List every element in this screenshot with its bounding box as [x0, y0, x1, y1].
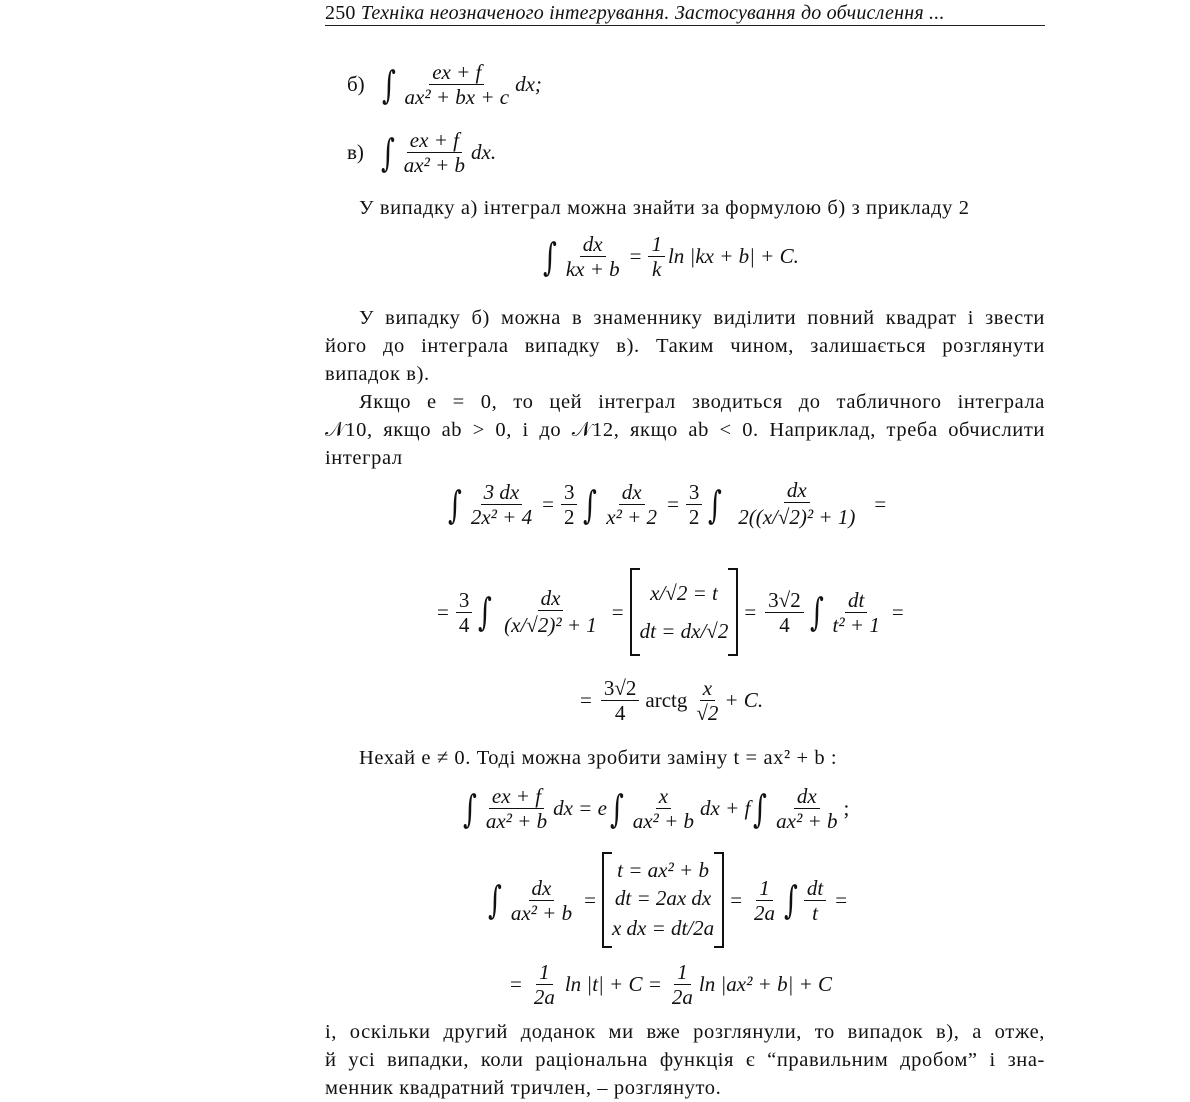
substitution-bracket [630, 568, 739, 656]
substitution-line: dt = dx/√2 [639, 619, 729, 643]
equals: = [542, 492, 554, 516]
denominator: 2a [754, 900, 776, 925]
denominator: 2x² + 4 [470, 505, 533, 529]
equals: = [891, 599, 904, 624]
fraction [686, 480, 703, 529]
integral-sign: ∫ [708, 482, 723, 527]
fraction [804, 876, 826, 925]
page-number: 250 [325, 2, 356, 24]
fraction [561, 480, 578, 529]
fraction [603, 480, 660, 529]
substitution-line: x dx = dt/2a [611, 916, 715, 940]
integral-sign: ∫ [381, 62, 396, 107]
general-line-1 [460, 784, 849, 833]
fraction [693, 676, 721, 725]
numerator: x [656, 784, 671, 809]
book-page [325, 0, 1045, 1097]
paragraph-line: 𝒩10, якщо ab > 0, і до 𝒩12, якщо ab < 0. Наприклад, треба обчислити [325, 419, 1045, 441]
denominator: x² + 2 [606, 505, 658, 529]
denominator: ax² + b [403, 153, 466, 177]
fraction [601, 676, 640, 725]
numerator: 3√2 [601, 676, 640, 701]
fraction [773, 784, 840, 833]
denominator: ax² + bx + c [404, 85, 510, 109]
function-name: arctg [645, 688, 688, 712]
equals: = [835, 887, 848, 912]
integral-sign: ∫ [809, 590, 824, 634]
example-line-1 [445, 478, 886, 531]
denominator: √2 [696, 701, 719, 725]
general-line-3 [510, 960, 832, 1009]
integral-sign: ∫ [447, 482, 462, 527]
equals: = [667, 492, 679, 516]
fraction [498, 586, 603, 639]
fraction [483, 784, 550, 833]
formula-tail: ln |kx + b| + C. [667, 244, 799, 268]
integral-sign: ∫ [784, 878, 798, 922]
equals: = [584, 887, 596, 912]
general-line-2 [485, 852, 847, 948]
formula-tail: ; [843, 796, 850, 820]
fraction [563, 232, 623, 281]
paragraph-line: Якщо e = 0, то цей інтеграл зводиться до табличного інтеграла [359, 391, 1045, 413]
equals: = [874, 492, 887, 516]
denominator: 2 [563, 505, 575, 529]
numerator: 1 [674, 960, 691, 985]
substitution-bracket [602, 852, 724, 948]
chapter-title: Техніка неозначеного інтегрування. Застосування до обчислення ... [360, 2, 945, 24]
denominator: ax² + b [776, 809, 838, 833]
paragraph-2 [325, 304, 1045, 388]
denominator: 4 [614, 701, 626, 725]
equals: = [611, 599, 624, 624]
formula-text: dx = e [553, 796, 607, 820]
paragraph-4: Нехай e ≠ 0. Тоді можна зробити заміну t = ax² + b : [359, 747, 838, 769]
integral-sign: ∫ [462, 786, 477, 831]
formula-text: dx + f [700, 796, 751, 820]
integral-sign: ∫ [609, 786, 624, 831]
numerator: dt [845, 588, 867, 613]
denominator: 2 [688, 505, 700, 529]
integral-sign: ∫ [380, 130, 395, 175]
numerator: dx [580, 232, 606, 257]
example-line-2 [437, 568, 904, 656]
numerator: x [700, 676, 715, 701]
integral-sign: ∫ [583, 482, 598, 527]
formula-linear [540, 232, 799, 281]
numerator: 1 [648, 232, 665, 257]
numerator: dx [619, 480, 645, 505]
integral-sign: ∫ [542, 234, 557, 279]
numerator: 3√2 [765, 588, 804, 613]
denominator: 2a [671, 985, 693, 1009]
denominator: ax² + b [632, 809, 695, 833]
denominator: ax² + b [485, 809, 548, 833]
paragraph-line: і, оскільки другий доданок ми вже розглянули, то випадок в), а отже, [325, 1021, 1045, 1043]
numerator: ex + f [429, 60, 484, 85]
header-rule [325, 25, 1045, 26]
numerator: 3 [561, 480, 578, 505]
equals: = [744, 599, 757, 624]
fraction [648, 232, 665, 281]
fraction [669, 960, 696, 1009]
fraction [765, 588, 804, 637]
denominator: ax² + b [510, 900, 573, 925]
denominator: 2((x/√2)² + 1) [738, 505, 856, 529]
denominator: 4 [458, 612, 470, 637]
formula-tail: + C. [724, 688, 764, 712]
fraction [751, 876, 778, 925]
formula-text: ln |t| + C = [564, 972, 662, 996]
numerator: dx [784, 478, 810, 503]
numerator: dt [804, 876, 826, 901]
equals: = [437, 599, 449, 624]
integral-sign: ∫ [478, 590, 493, 634]
numerator: 1 [756, 876, 773, 901]
numerator: ex + f [489, 784, 544, 809]
integral-sign: ∫ [753, 786, 768, 831]
fraction [468, 480, 535, 529]
item-v-label: в) [347, 140, 364, 164]
item-b-tail: dx; [515, 72, 542, 96]
numerator: 3 [686, 480, 703, 505]
numerator: 3 [456, 588, 473, 613]
paragraph-line: менник квадратний тричлен, – розглянуто. [325, 1077, 722, 1099]
equals: = [510, 972, 522, 996]
numerator: dx [794, 784, 820, 809]
numerator: 1 [536, 960, 553, 985]
fraction [531, 960, 558, 1009]
numerator: 3 dx [481, 480, 523, 505]
fraction [830, 588, 883, 637]
paragraph-1: У випадку а) інтеграл можна знайти за формулою б) з прикладу 2 [359, 197, 970, 219]
substitution-line: t = ax² + b [617, 858, 709, 882]
example-line-3 [580, 676, 763, 725]
denominator: 4 [779, 612, 790, 637]
denominator: (x/√2)² + 1 [504, 612, 597, 637]
denominator: k [652, 257, 662, 281]
denominator: 2a [533, 985, 555, 1009]
numerator: dx [529, 876, 555, 901]
item-v-fraction [401, 128, 468, 177]
equals: = [580, 688, 592, 712]
fraction [630, 784, 697, 833]
fraction [456, 588, 473, 637]
item-b-fraction [402, 60, 513, 109]
numerator: dx [538, 586, 564, 611]
equals: = [730, 887, 743, 912]
paragraph-line: випадок в). [325, 363, 430, 385]
item-v-tail: dx. [471, 140, 497, 164]
paragraph-5 [325, 1018, 1045, 1102]
substitution-line: dt = 2ax dx [614, 886, 712, 910]
equals: = [629, 244, 642, 268]
integral-sign: ∫ [487, 878, 502, 922]
item-b [347, 60, 542, 109]
paragraph-line: й усі випадки, коли раціональна функція є “правильним дробом” і зна- [325, 1049, 1045, 1071]
running-header [325, 2, 1045, 25]
denominator: kx + b [565, 257, 620, 281]
denominator: t [812, 900, 818, 925]
fraction [728, 478, 865, 531]
numerator: ex + f [407, 128, 462, 153]
paragraph-line: У випадку б) можна в знаменнику виділити повний квадрат і звести [359, 307, 1045, 329]
denominator: t² + 1 [832, 612, 880, 637]
paragraph-line: інтеграл [325, 447, 403, 469]
substitution-line: x/√2 = t [650, 581, 718, 605]
paragraph-3 [325, 388, 1045, 472]
item-b-label: б) [347, 72, 365, 96]
item-v [347, 128, 496, 177]
formula-tail: ln |ax² + b| + C [698, 972, 833, 996]
fraction [508, 876, 575, 925]
paragraph-line: його до інтеграла випадку в). Таким чином, залишається розглянути [325, 335, 1045, 357]
